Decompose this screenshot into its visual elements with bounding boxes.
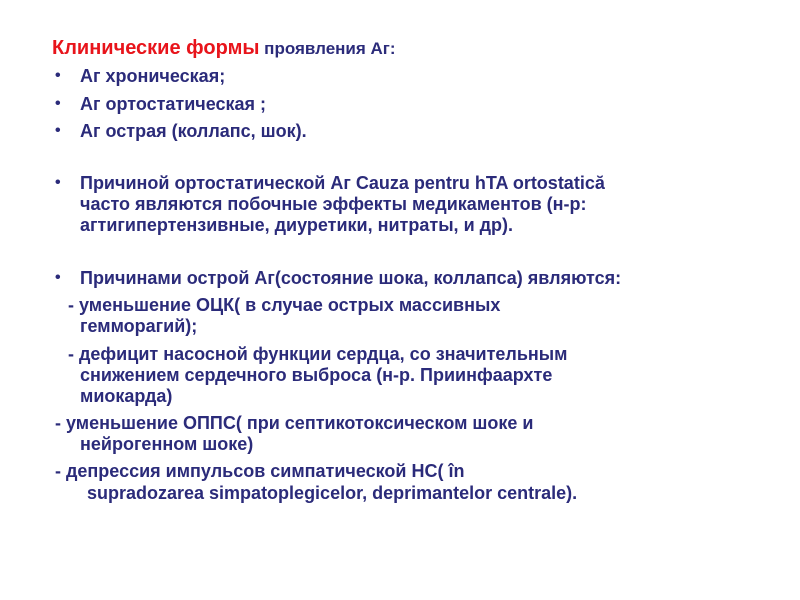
bullet-dot-icon: •	[55, 95, 61, 112]
sub-item-line: - дефицит насосной функции сердца, со значительным	[68, 344, 568, 364]
bullet-dot-icon: •	[55, 122, 61, 139]
sub-item-line: нейрогенном шоке)	[80, 434, 254, 454]
bullet-dot-icon: •	[55, 174, 61, 191]
paragraph-line: Причиной ортостатической Аг Cauza pentru hTA ortostatică	[80, 173, 605, 193]
sub-item-line: - депрессия импульсов симпатической НС( în	[55, 461, 465, 481]
paragraph-line: агтигипертензивные, диуретики, нитраты, и др).	[80, 215, 514, 235]
sub-item-line: supradozarea simpatoplegicelor, deprimantelor centrale).	[87, 483, 578, 503]
bullet-dot-icon: •	[55, 269, 61, 286]
slide-title	[52, 38, 396, 59]
list-item: Аг острая (коллапс, шок).	[80, 121, 307, 141]
slide-title-rest: проявления Аг:	[259, 39, 396, 58]
bullet-dot-icon: •	[55, 67, 61, 84]
paragraph-line: Причинами острой Аг(состояние шока, коллапса) являются:	[80, 268, 622, 288]
slide-title-highlight: Клинические формы	[52, 37, 260, 59]
sub-item-line: снижением сердечного выброса (н-р. Приинфаархте	[80, 365, 553, 385]
paragraph-line: часто являются побочные эффекты медикаментов (н-р:	[80, 194, 587, 214]
sub-item-line: - уменьшение ОППС( при септикотоксическом шоке и	[55, 413, 534, 433]
sub-item-line: - уменьшение ОЦК( в случае острых массивных	[68, 295, 501, 315]
list-item: Аг хроническая;	[80, 66, 226, 86]
list-item: Аг ортостатическая ;	[80, 94, 267, 114]
sub-item-line: миокарда)	[80, 386, 173, 406]
sub-item-line: гемморагий);	[80, 316, 198, 336]
